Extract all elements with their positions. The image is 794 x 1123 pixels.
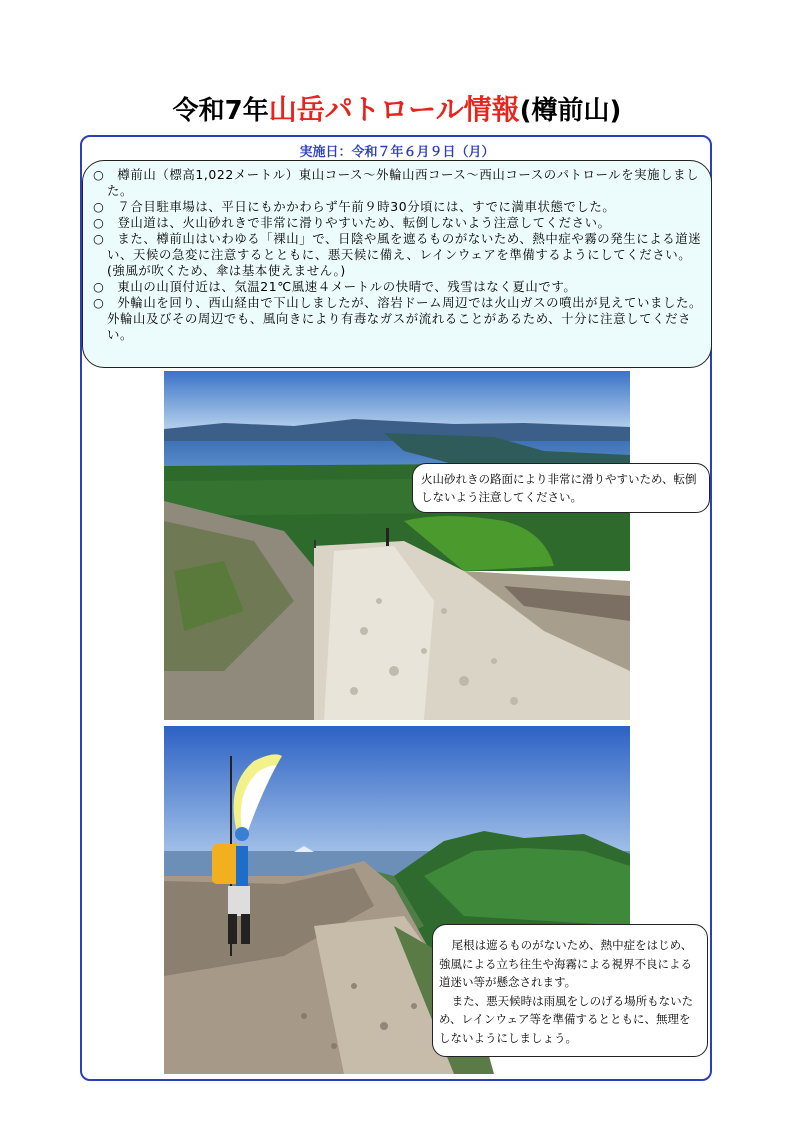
ridge-callout-para-1: 尾根は遮るものがないため、熱中症をはじめ、強風による立ち往生や海霧による視界不良による道迷い等が懸念されます。 xyxy=(439,938,693,989)
note-item: 外輪山及びその周辺でも、風向きにより有毒なガスが流れることがあるため、十分に注意してください。 xyxy=(107,311,692,342)
title-suffix: (樽前山) xyxy=(519,96,622,126)
ridge-callout-para-2: また、悪天候時は雨風をしのげる場所もないため、レインウェア等を準備するとともに、無理をしないようにしましょう。 xyxy=(439,993,694,1045)
notes-box xyxy=(82,160,712,368)
ridge-callout xyxy=(432,924,708,1057)
note-item: ○ 外輪山を回り、西山経由で下山しましたが、溶岩ドーム周辺では火山ガスの噴出が見えていました。 xyxy=(93,295,702,310)
patrol-date: 実施日：令和７年６月９日（月） xyxy=(299,145,495,160)
note-item: ○ また、樽前山はいわゆる「裸山」で、日陰や風を遮るものがないため、熱中症や霧の発生による道迷い、天候の急変に注意するとともに、悪天候に備え、レインウェアを準備するようにしてください。(強風が吹くため、傘は基本使えません。) xyxy=(93,231,702,278)
title-prefix: 令和7年 xyxy=(172,96,269,126)
page-title xyxy=(0,88,794,128)
trail-photo xyxy=(164,371,630,720)
note-item: ○ 登山道は、火山砂れきで非常に滑りやすいため、転倒しないよう注意してください。 xyxy=(93,215,611,230)
title-main: 山岳パトロール情報 xyxy=(268,93,520,126)
note-item: ○ 樽前山（標高1,022メートル）東山コース～外輪山西コース～西山コースのパトロールを実施しました。 xyxy=(93,167,700,198)
note-item: ○ ７合目駐車場は、平日にもかかわらず午前９時30分頃には、すでに満車状態でした。 xyxy=(93,199,616,214)
note-item: ○ 東山の山頂付近は、気温21℃風速４メートルの快晴で、残雪はなく夏山です。 xyxy=(93,279,577,294)
trail-callout: 火山砂れきの路面により非常に滑りやすいため、転倒しないよう注意してください。 xyxy=(412,463,710,513)
